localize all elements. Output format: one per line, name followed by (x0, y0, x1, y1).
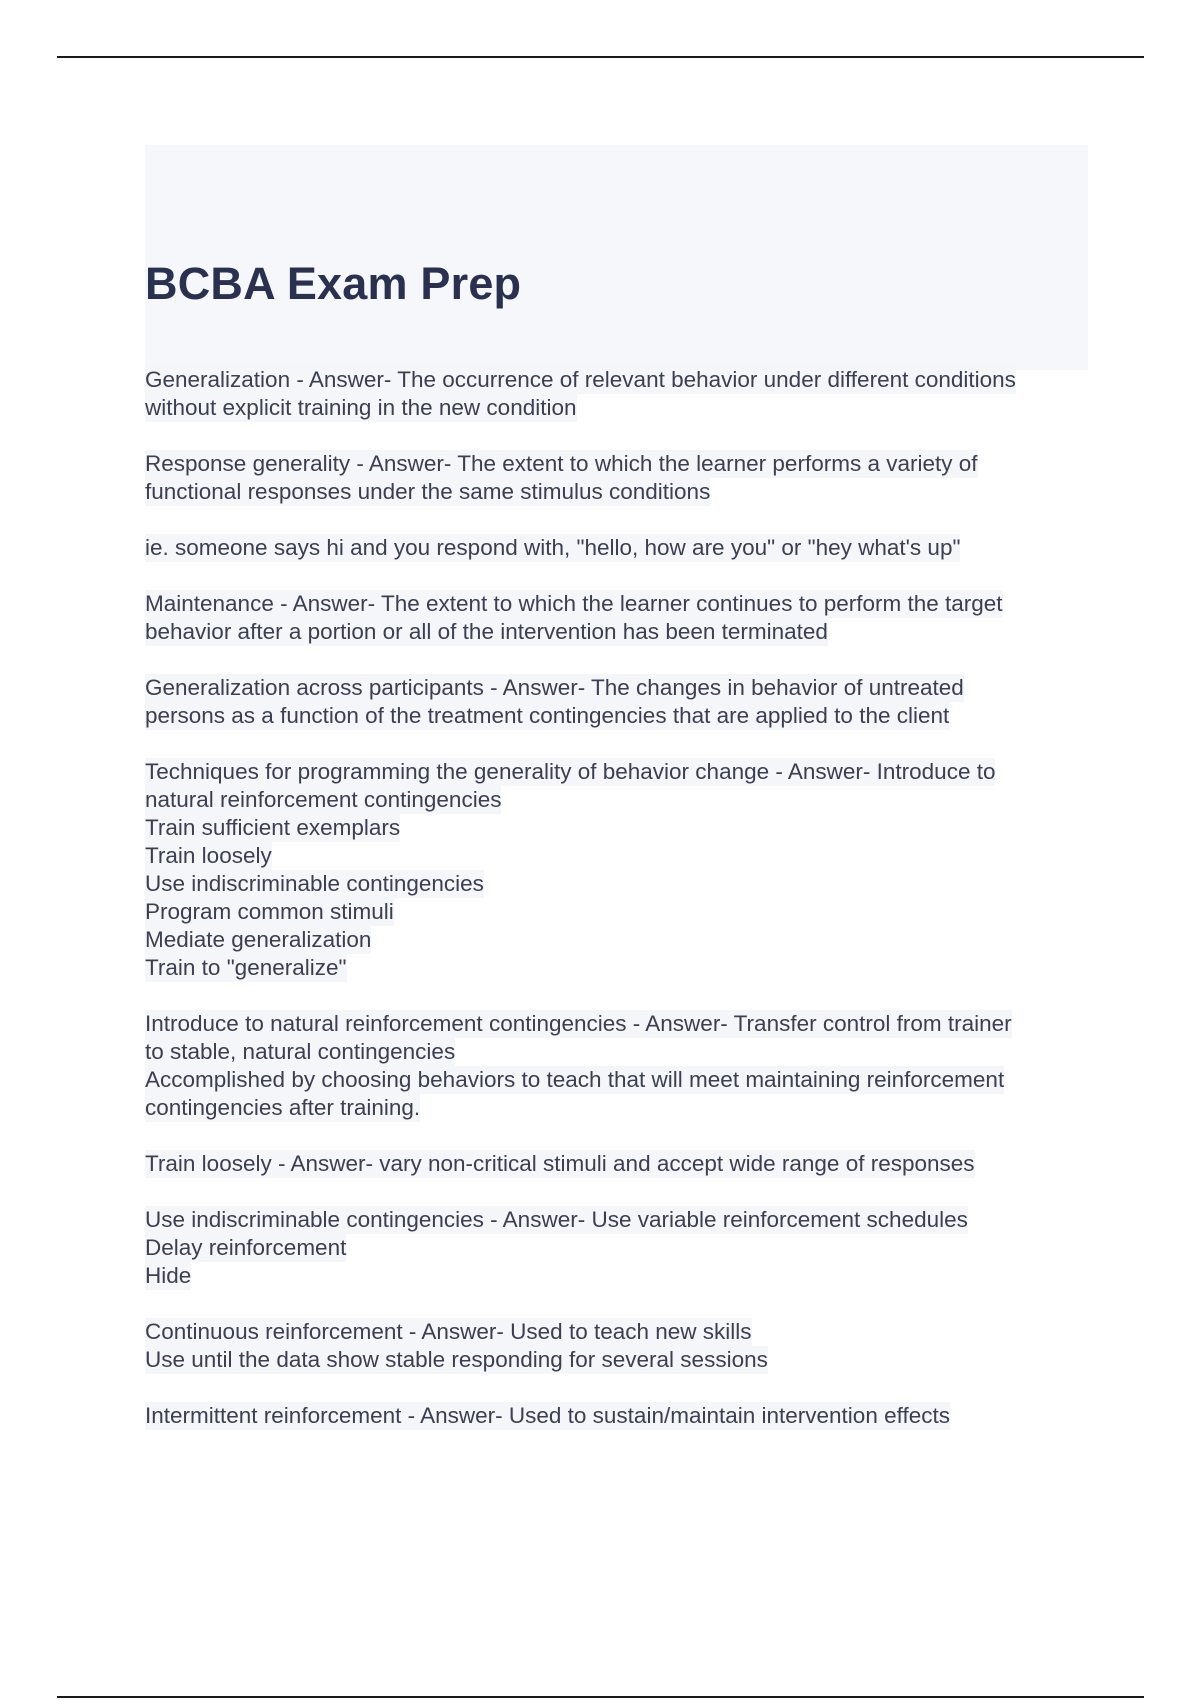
entry-text-line: Maintenance - Answer- The extent to which the learner continues to perform the target (145, 591, 1003, 616)
entry-text-line: Train loosely - Answer- vary non-critical stimuli and accept wide range of responses (145, 1151, 975, 1176)
entry-text-line: Hide (145, 1263, 192, 1288)
page-title: BCBA Exam Prep (145, 258, 522, 309)
flashcard-entry (145, 758, 1095, 982)
flashcard-entry (145, 1206, 1095, 1290)
flashcard-entry (145, 590, 1095, 646)
entry-text-line: Continuous reinforcement - Answer- Used to teach new skills (145, 1319, 752, 1344)
entry-text-line: without explicit training in the new condition (145, 395, 577, 420)
flashcard-entry (145, 534, 1095, 562)
entry-text-line: contingencies after training. (145, 1095, 421, 1120)
flashcard-entry (145, 1150, 1095, 1178)
flashcard-entry (145, 1318, 1095, 1374)
entry-text-line: Train sufficient exemplars (145, 815, 401, 840)
entry-text-line: to stable, natural contingencies (145, 1039, 456, 1064)
entry-text-line: Techniques for programming the generality of behavior change - Answer- Introduce to (145, 759, 996, 784)
entry-text-line: Train loosely (145, 843, 272, 868)
entry-text-line: Program common stimuli (145, 899, 394, 924)
entry-text-line: Intermittent reinforcement - Answer- Used to sustain/maintain intervention effects (145, 1403, 950, 1428)
entry-text-line: Mediate generalization (145, 927, 372, 952)
flashcard-entry (145, 1010, 1095, 1122)
entry-text-line: Use indiscriminable contingencies (145, 871, 484, 896)
flashcard-list (145, 366, 1095, 1458)
entry-text-line: Introduce to natural reinforcement contingencies - Answer- Transfer control from trainer (145, 1011, 1012, 1036)
entry-text-line: Accomplished by choosing behaviors to teach that will meet maintaining reinforcement (145, 1067, 1005, 1092)
flashcard-entry (145, 450, 1095, 506)
entry-text-line: Generalization - Answer- The occurrence of relevant behavior under different conditions (145, 367, 1016, 392)
entry-text-line: persons as a function of the treatment contingencies that are applied to the client (145, 703, 950, 728)
top-divider (57, 56, 1144, 58)
flashcard-entry (145, 674, 1095, 730)
bottom-divider (57, 1696, 1144, 1698)
entry-text-line: natural reinforcement contingencies (145, 787, 502, 812)
flashcard-entry (145, 366, 1095, 422)
entry-text-line: functional responses under the same stimulus conditions (145, 479, 711, 504)
entry-text-line: Delay reinforcement (145, 1235, 347, 1260)
entry-text-line: Generalization across participants - Answer- The changes in behavior of untreated (145, 675, 964, 700)
entry-text-line: Response generality - Answer- The extent to which the learner performs a variety of (145, 451, 978, 476)
entry-text-line: Use until the data show stable responding for several sessions (145, 1347, 768, 1372)
entry-text-line: ie. someone says hi and you respond with, "hello, how are you" or "hey what's up" (145, 535, 961, 560)
entry-text-line: Train to "generalize" (145, 955, 347, 980)
flashcard-entry (145, 1402, 1095, 1430)
entry-text-line: Use indiscriminable contingencies - Answer- Use variable reinforcement schedules (145, 1207, 968, 1232)
entry-text-line: behavior after a portion or all of the intervention has been terminated (145, 619, 828, 644)
